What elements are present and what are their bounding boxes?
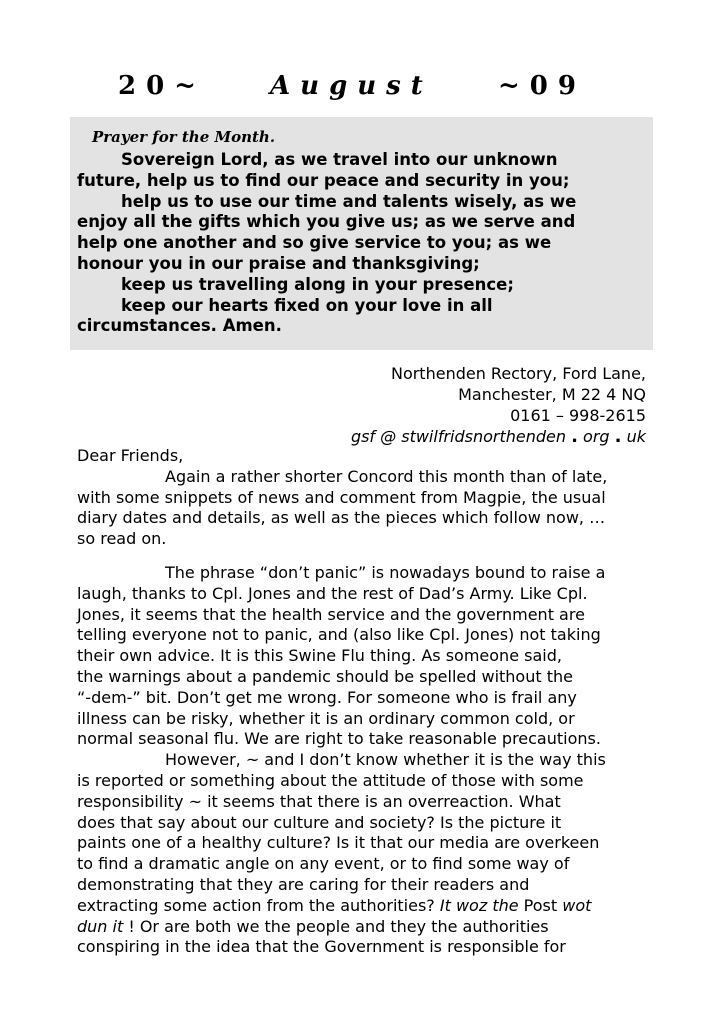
prayer-title: Prayer for the Month. xyxy=(92,128,276,146)
letter-body xyxy=(77,446,657,958)
letter-line: Jones, it seems that the health service and the government are xyxy=(77,604,585,624)
prayer-text xyxy=(77,150,652,337)
italic-run: dun it xyxy=(77,916,124,936)
italic-run: wot xyxy=(562,895,592,915)
letter-line: illness can be risky, whether it is an ordinary common cold, or xyxy=(77,708,575,728)
letter-line: normal seasonal flu. We are right to take reasonable precautions. xyxy=(77,729,601,749)
letter-line: with some snippets of news and comment from Magpie, the usual xyxy=(77,487,606,507)
letter-line: Again a rather shorter Concord this month than of late, xyxy=(165,466,608,486)
text-run: ! Or are both we the people and they the authorities xyxy=(123,916,549,936)
letter-line: demonstrating that they are caring for their readers and xyxy=(77,874,530,894)
prayer-line: honour you in our praise and thanksgiving; xyxy=(77,253,480,273)
text-run: Post xyxy=(518,895,563,915)
prayer-line: enjoy all the gifts which you give us; as we serve and xyxy=(77,212,576,232)
letter-line: their own advice. It is this Swine Flu thing. As someone said, xyxy=(77,646,562,666)
address-city: Manchester, M 22 4 NQ xyxy=(458,385,646,404)
email-org: org xyxy=(577,427,615,446)
prayer-line: circumstances. Amen. xyxy=(77,316,282,336)
prayer-line: Sovereign Lord, as we travel into our unknown xyxy=(121,150,558,169)
prayer-line: keep us travelling along in your presence; xyxy=(121,274,514,294)
letter-line: “-dem-” bit. Don’t get me wrong. For someone who is frail any xyxy=(77,687,577,707)
address-email xyxy=(351,426,646,447)
prayer-line: help us to use our time and talents wisely, as we xyxy=(121,191,577,211)
letter-line: the warnings about a pandemic should be spelled without the xyxy=(77,666,573,686)
letter-line: However, ~ and I don’t know whether it is the way this xyxy=(165,750,606,770)
letter-line: to find a dramatic angle on any event, or to find some way of xyxy=(77,854,570,874)
letter-line: is reported or something about the attitude of those with some xyxy=(77,770,584,790)
header-month: August xyxy=(270,71,433,101)
letter-line: responsibility ~ it seems that there is an overreaction. What xyxy=(77,791,561,811)
address-block xyxy=(351,363,646,447)
address-street: Northenden Rectory, Ford Lane, xyxy=(390,364,646,383)
greeting: Dear Friends, xyxy=(77,446,184,465)
letter-line: The phrase “don’t panic” is nowadays bound to raise a xyxy=(165,562,606,582)
letter-line: telling everyone not to panic, and (also like Cpl. Jones) not taking xyxy=(77,625,601,645)
letter-line: does that say about our culture and society? Is the picture it xyxy=(77,812,562,832)
prayer-line: help one another and so give service to you; as we xyxy=(77,233,552,253)
header-year-right: ~09 xyxy=(498,71,586,101)
letter-line: paints one of a healthy culture? Is it that our media are overkeen xyxy=(77,833,600,853)
italic-run: It woz the xyxy=(439,895,519,915)
page-header xyxy=(0,68,725,104)
header-year-left: 20~ xyxy=(118,71,206,101)
letter-line: diary dates and details, as well as the pieces which follow now, … xyxy=(77,508,606,528)
letter-line: so read on. xyxy=(77,529,167,549)
prayer-line: future, help us to find our peace and security in you; xyxy=(77,170,570,190)
email-uk: uk xyxy=(621,427,646,446)
email-user: gsf @ stwilfridsnorthenden xyxy=(350,427,572,446)
letter-line xyxy=(77,896,657,917)
prayer-line: keep our hearts fixed on your love in all xyxy=(121,295,493,315)
letter-line: conspiring in the idea that the Government is responsible for xyxy=(77,937,566,957)
letter-line: laugh, thanks to Cpl. Jones and the rest of Dad’s Army. Like Cpl. xyxy=(77,583,588,603)
prayer-box xyxy=(70,117,653,350)
letter-line xyxy=(77,917,657,938)
email-dot: . xyxy=(614,426,622,447)
email-dot: . xyxy=(571,426,578,447)
text-run: extracting some action from the authorities? xyxy=(77,895,440,915)
address-phone: 0161 – 998-2615 xyxy=(510,406,646,425)
